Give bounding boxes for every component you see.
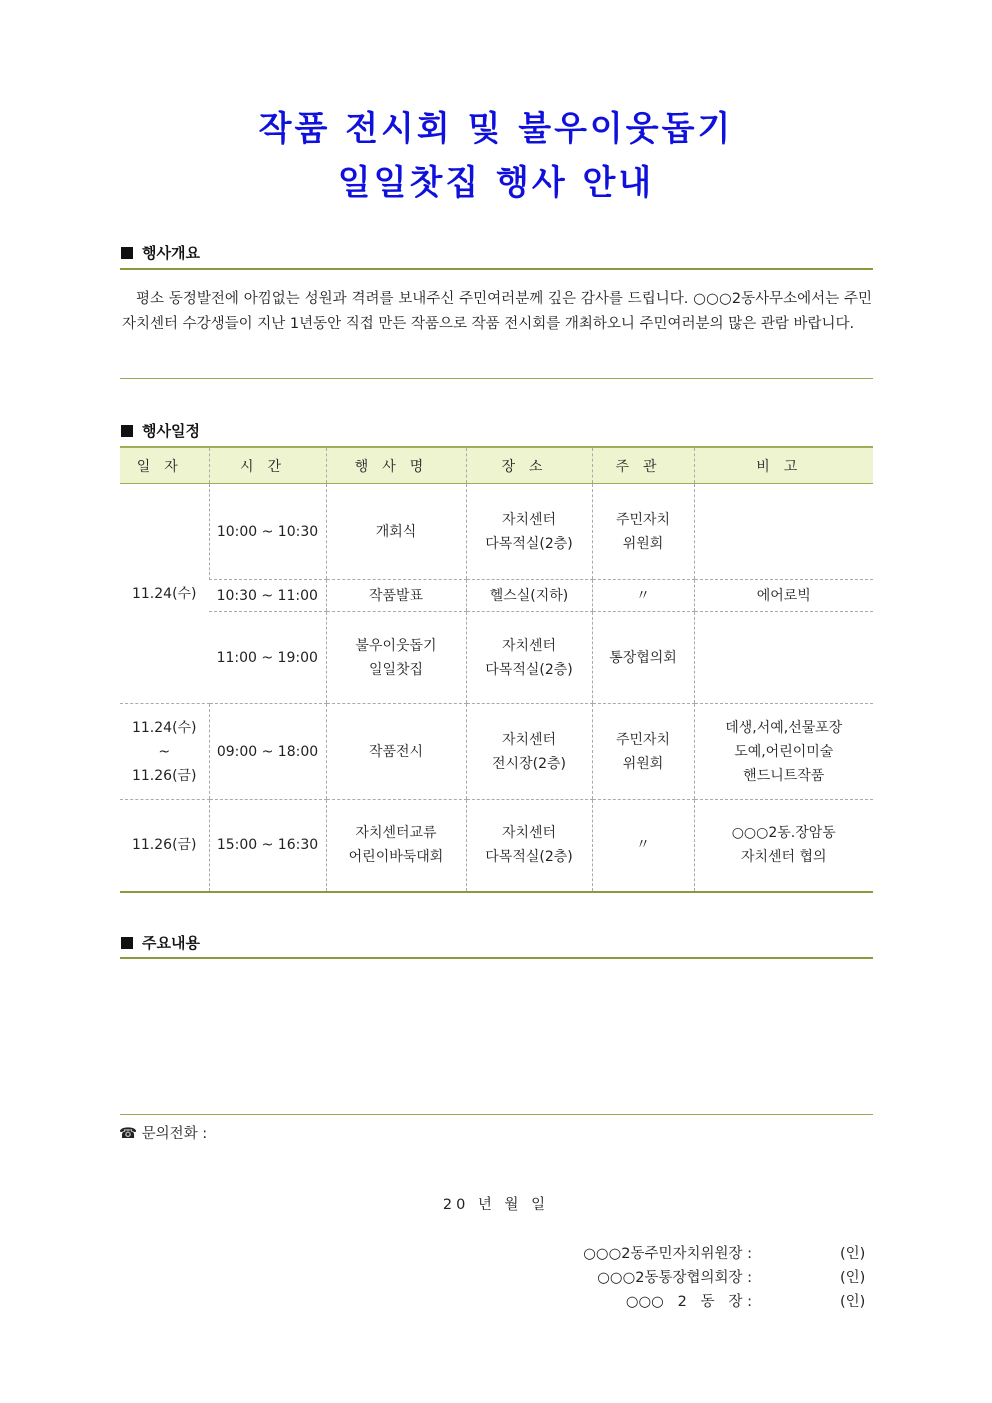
cell-event: 개회식 <box>326 484 466 580</box>
divider <box>120 957 873 959</box>
cell-time: 10:30 ~ 11:00 <box>209 580 326 612</box>
cell-time: 09:00 ~ 18:00 <box>209 704 326 800</box>
cell-host: 주민자치 위원회 <box>592 484 694 580</box>
cell-host: 주민자치 위원회 <box>592 704 694 800</box>
table-row <box>120 612 873 704</box>
square-bullet-icon <box>121 247 133 259</box>
table-row <box>120 800 873 892</box>
cell-event: 자치센터교류 어린이바둑대회 <box>326 800 466 892</box>
cell-host: 〃 <box>592 580 694 612</box>
cell-event: 작품발표 <box>326 580 466 612</box>
cell-place: 헬스실(지하) <box>466 580 592 612</box>
column-header-place: 장소 <box>466 447 592 484</box>
cell-date: 11.24(수) <box>120 484 209 704</box>
cell-note <box>694 484 873 580</box>
table-row <box>120 484 873 580</box>
divider <box>120 378 873 379</box>
cell-event: 불우이웃돕기 일일찻집 <box>326 612 466 704</box>
contact-phone: ☎ 문의전화 : <box>119 1126 208 1142</box>
column-header-note: 비고 <box>694 447 873 484</box>
cell-time: 11:00 ~ 19:00 <box>209 612 326 704</box>
square-bullet-icon <box>121 425 133 437</box>
cell-time: 10:00 ~ 10:30 <box>209 484 326 580</box>
divider <box>120 1114 873 1115</box>
section-heading-overview: 행사개요 <box>121 242 200 263</box>
cell-place: 자치센터 다목적실(2층) <box>466 800 592 892</box>
date-line: 20 년 월 일 <box>442 1197 550 1213</box>
table-row <box>120 580 873 612</box>
cell-place: 자치센터 다목적실(2층) <box>466 612 592 704</box>
column-header-event: 행사명 <box>326 447 466 484</box>
cell-note: 에어로빅 <box>694 580 873 612</box>
cell-note: 데생,서예,선물포장 도예,어린이미술 핸드니트작품 <box>694 704 873 800</box>
overview-text: 평소 동정발전에 아낌없는 성원과 격려를 보내주신 주민여러분께 깊은 감사를 드립니다. ○○○2동사무소에서는 주민자치센터 수강생들이 지난 1년동안 직접 만든 작품으로 작품 전시회를 개최하오니 주민여러분의 많은 관람 바랍니다. <box>122 291 872 332</box>
section-heading-main-content: 주요내용 <box>121 932 200 953</box>
square-bullet-icon <box>121 937 133 949</box>
seal-mark: (인) <box>840 1294 866 1310</box>
document-title-line2: 일일찻집 행사 안내 <box>337 163 655 203</box>
cell-date: 11.24(수) ~ 11.26(금) <box>120 704 209 800</box>
schedule-table <box>120 446 873 893</box>
cell-event: 작품전시 <box>326 704 466 800</box>
seal-mark: (인) <box>840 1246 866 1262</box>
column-header-date: 일자 <box>120 447 209 484</box>
table-header-row <box>120 447 873 484</box>
cell-note <box>694 612 873 704</box>
seal-mark: (인) <box>840 1270 866 1286</box>
signature-label-dong-head: ○○○ 2 동 장 : <box>625 1294 752 1310</box>
cell-date: 11.26(금) <box>120 800 209 892</box>
cell-note: ○○○2동.장암동 자치센터 협의 <box>694 800 873 892</box>
signature-label-council-chair: ○○○2동통장협의회장 : <box>597 1270 752 1286</box>
cell-time: 15:00 ~ 16:30 <box>209 800 326 892</box>
cell-place: 자치센터 다목적실(2층) <box>466 484 592 580</box>
cell-host: 〃 <box>592 800 694 892</box>
cell-host: 통장협의회 <box>592 612 694 704</box>
divider <box>120 268 873 270</box>
column-header-time: 시간 <box>209 447 326 484</box>
signature-label-committee-chair: ○○○2동주민자치위원장 : <box>583 1246 752 1262</box>
table-row <box>120 704 873 800</box>
column-header-host: 주관 <box>592 447 694 484</box>
section-heading-schedule: 행사일정 <box>121 420 200 441</box>
cell-place: 자치센터 전시장(2층) <box>466 704 592 800</box>
document-title-line1: 작품 전시회 및 불우이웃돕기 <box>258 109 734 149</box>
